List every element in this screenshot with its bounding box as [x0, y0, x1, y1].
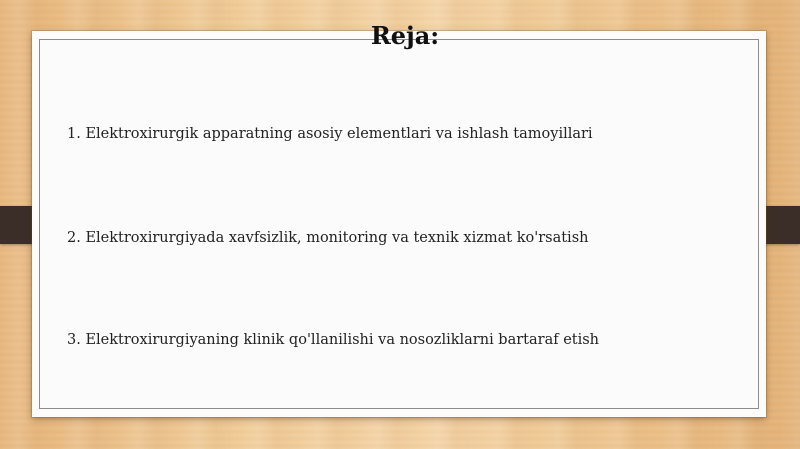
slide-card [32, 31, 766, 417]
slide-card-border [39, 39, 759, 409]
agenda-item-3: 3. Elektroxirurgiyaning klinik qo'llanilishi va nosozliklarni bartaraf etish [67, 332, 600, 348]
slide-title: Reja: [370, 21, 440, 50]
agenda-item-2: 2. Elektroxirurgiyada xavfsizlik, monitoring va texnik xizmat ko'rsatish [67, 230, 589, 246]
agenda-item-1: 1. Elektroxirurgik apparatning asosiy elementlari va ishlash tamoyillari [67, 126, 593, 142]
